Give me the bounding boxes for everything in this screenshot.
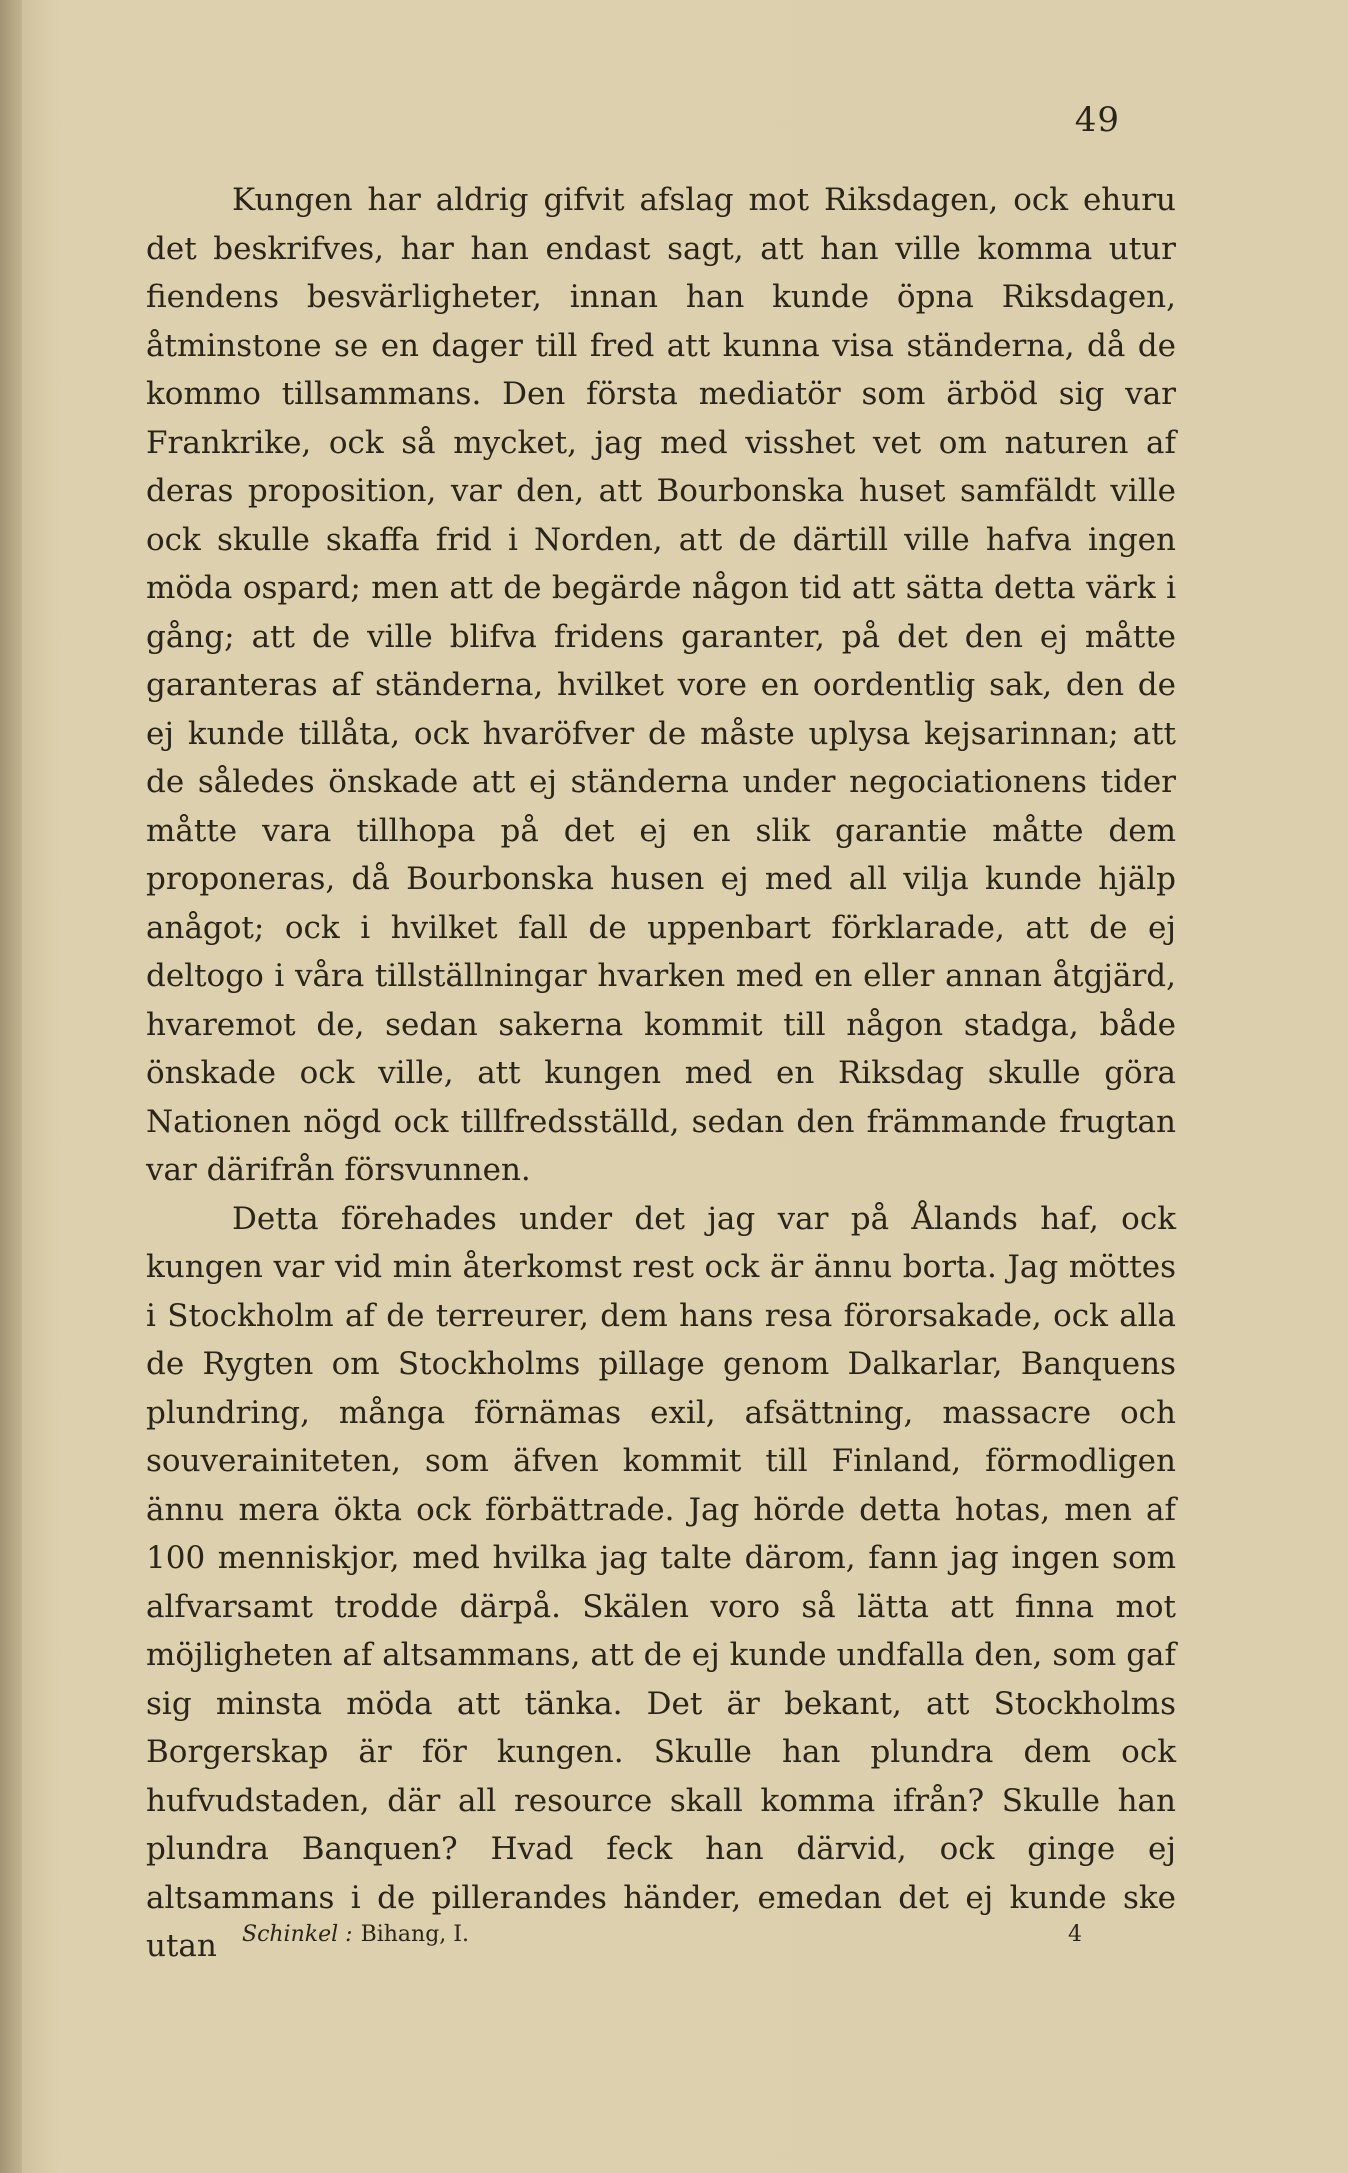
footer-section: Bihang, I. — [360, 1922, 469, 1947]
page-number: 49 — [1074, 100, 1120, 140]
footer-author: Schinkel : — [242, 1922, 353, 1947]
page-footer — [242, 1922, 1082, 1947]
signature-mark: 4 — [1068, 1922, 1082, 1947]
page-binding-edge — [0, 0, 22, 2173]
paragraph-1: Kungen har aldrig gifvit afslag mot Riksdagen, ock ehuru det beskrifves, har han endast sagt, att han ville komma utur fiendens besvärligheter, innan han kunde öpna Riksdagen, åtminstone se en dager till fred att kunna visa ständerna, då de kommo tillsammans. Den första mediatör som ärböd sig var Frankrike, ock så mycket, jag med visshet vet om naturen af deras proposition, var den, att Bourbonska huset samfäldt ville ock skulle skaffa frid i Norden, att de därtill ville hafva ingen möda ospard; men att de begärde någon tid att sätta detta värk i gång; att de ville blifva fridens garanter, på det den ej måtte garanteras af ständerna, hvilket vore en oordentlig sak, den de ej kunde tillåta, ock hvaröfver de måste uplysa kejsarinnan; att de således önskade att ej ständerna under negociationens tider måtte vara tillhopa på det ej en slik garantie måtte dem proponeras, då Bourbonska husen ej med all vilja kunde hjälp anågot; ock i hvilket fall de uppenbart förklarade, att de ej deltogo i våra tillställningar hvarken med en eller annan åtgjärd, hvaremot de, sedan sakerna kommit till någon stadga, både önskade ock ville, att kungen med en Riksdag skulle göra Nationen nögd ock tillfredsställd, sedan den främmande frugtan var därifrån försvunnen. — [146, 182, 1176, 1188]
footer-citation — [242, 1922, 469, 1947]
paragraph-2: Detta förehades under det jag var på Ålands haf, ock kungen var vid min återkomst rest ock är ännu borta. Jag möttes i Stockholm af de terreurer, dem hans resa förorsakade, ock alla de Rygten om Stockholms pillage genom Dalkarlar, Banquens plundring, många förnämas exil, afsättning, massacre och souverainiteten, som äfven kommit till Finland, förmodligen ännu mera ökta ock förbättrade. Jag hörde detta hotas, men af 100 menniskjor, med hvilka jag talte därom, fann jag ingen som alfvarsamt trodde därpå. Skälen voro så lätta att finna mot möjligheten af altsammans, att de ej kunde undfalla den, som gaf sig minsta möda att tänka. Det är bekant, att Stockholms Borgerskap är för kungen. Skulle han plundra dem ock hufvudstaden, där all resource skall komma ifrån? Skulle han plundra Banquen? Hvad feck han därvid, ock ginge ej altsammans i de pillerandes händer, emedan det ej kunde ske utan — [146, 1200, 1176, 1964]
body-text — [146, 176, 1176, 1971]
